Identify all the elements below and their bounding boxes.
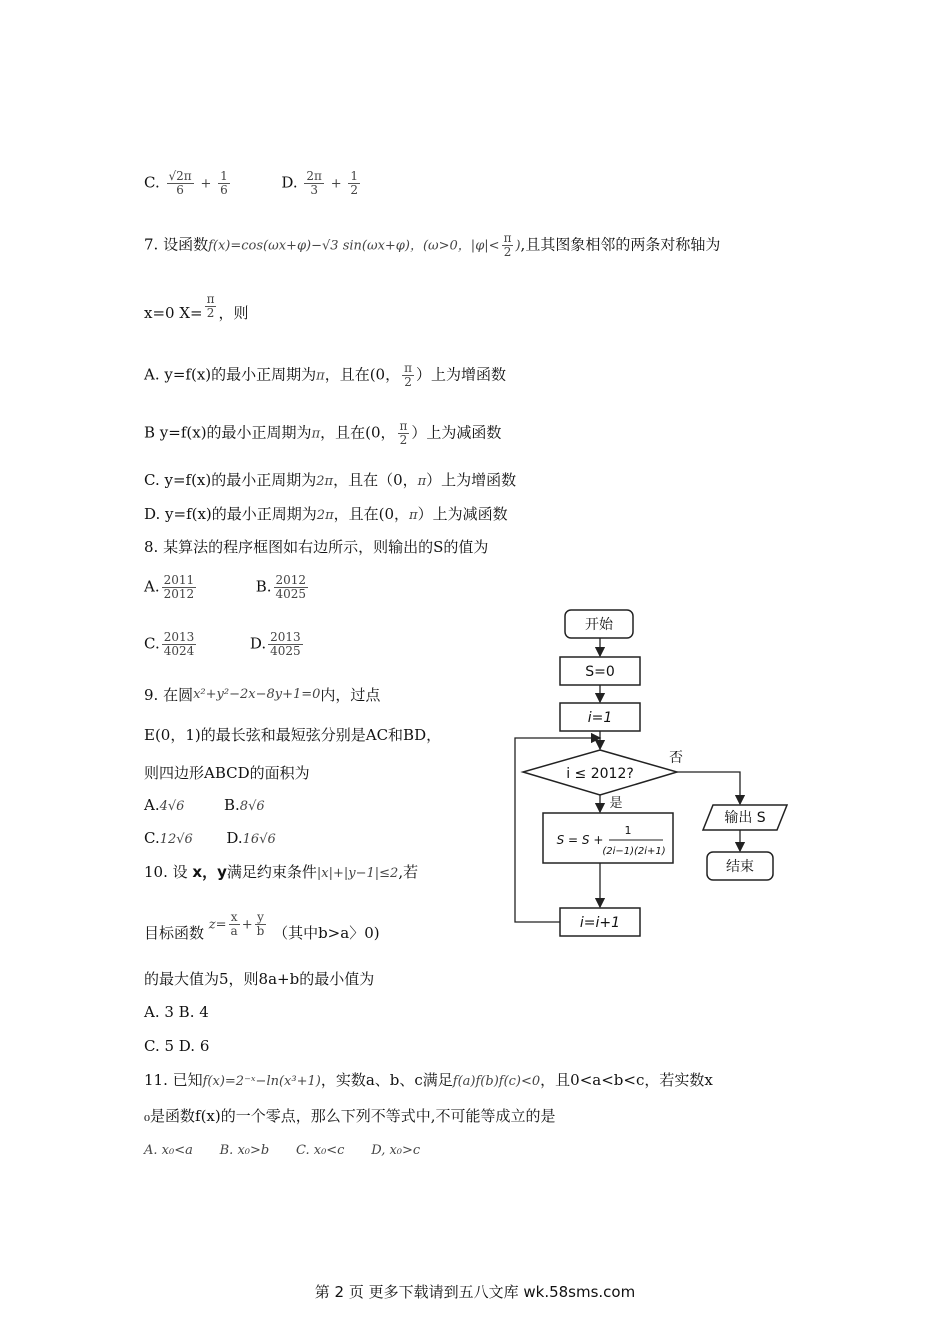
q11-stem: 11. 已知f(x)=2⁻ˣ−ln(x³+1)，实数a、b、c满足f(a)f(b)f(c)<0，且0<a<b<c，若实数x: [144, 1071, 713, 1089]
flow-inc: i=i+1: [579, 915, 621, 931]
q9-line3: 则四边形ABCD的面积为: [144, 764, 310, 782]
flowchart: [505, 600, 795, 945]
q7-stem: 7. 设函数f(x)=cos(ωx+φ)−√3 sin(ωx+φ)，(ω>0，|φ|< $\frac{\pi}{2}$ ),且其图象相邻的两条对称轴为: [144, 231, 721, 259]
q9-options-cd: C.12√6 D.16√6: [144, 829, 276, 847]
q10-line3: 的最大值为5，则8a+b的最小值为: [144, 970, 375, 988]
q10-objective: 目标函数 z= $\frac{x}{a}$ + $\frac{y}{b}$ （其中b>a〉0): [144, 910, 380, 942]
flow-end: 结束: [726, 859, 754, 875]
q9-options-ab: A.4√6 B.8√6: [144, 796, 265, 814]
q7-option-b: B y=f(x)的最小正周期为π，且在(0， $\frac{\pi}{2}$ ）上为减函数: [144, 419, 502, 447]
flow-yes: 是: [609, 796, 623, 811]
q8-options-ab: A. $\frac{2011}{2012}$ B. $\frac{2012}{4025}$: [144, 573, 307, 601]
q9-line2: E(0，1)的最长弦和最短弦分别是AC和BD，: [144, 726, 442, 744]
q10-options-ab: A. 3 B. 4: [144, 1003, 209, 1021]
q6-c-frac1: $\frac{√2\pi}{6}$: [168, 169, 192, 197]
flow-i1: i=1: [587, 710, 613, 726]
q7-axes: x=0 X= $\frac{\pi}{2}$ ，则: [144, 292, 249, 322]
q11-options: A. x₀<a B. x₀>b C. x₀<c D, x₀>c: [144, 1143, 421, 1158]
flow-assign-den: (2i−1)(2i+1): [602, 846, 666, 857]
flow-output: 输出 S: [724, 810, 766, 826]
q10-stem: 10. 设 x，y满足约束条件|x|+|y−1|≤2,若: [144, 863, 419, 881]
page-footer: 第 2 页 更多下载请到五八文库 wk.58sms.com: [314, 1283, 636, 1301]
q7-option-c: C. y=f(x)的最小正周期为2π，且在（0，π）上为增函数: [144, 471, 517, 489]
q6-d-frac1: $\frac{2\pi}{3}$: [306, 169, 322, 197]
q10-options-cd: C. 5 D. 6: [144, 1037, 210, 1055]
q7-option-d: D. y=f(x)的最小正周期为2π，且在(0，π）上为减函数: [144, 505, 508, 523]
q8-stem: 8. 某算法的程序框图如右边所示，则输出的S的值为: [144, 538, 489, 556]
flow-assign-lhs: S = S +: [556, 833, 604, 847]
q7-option-a: A. y=f(x)的最小正周期为π，且在(0， $\frac{\pi}{2}$ ）上为增函数: [144, 361, 506, 389]
q9-stem: 9. 在圆x²+y²−2x−8y+1=0内，过点: [144, 686, 381, 704]
q6-d-frac2: $\frac{1}{2}$: [350, 169, 359, 197]
flow-no: 否: [669, 750, 683, 766]
q11-line2: ₀是函数f(x)的一个零点，那么下列不等式中,不可能等成立的是: [144, 1107, 556, 1125]
q6-c-frac2: $\frac{1}{6}$: [220, 169, 228, 197]
flow-start: 开始: [585, 617, 613, 633]
flow-cond: i ≤ 2012?: [566, 766, 634, 782]
flow-s0: S=0: [585, 664, 615, 680]
q6-options: C. $\frac{√2\pi}{6}$ + $\frac{1}{6}$ D. $\frac{2\pi}{3}$ + $\frac{1}{2}$: [144, 169, 359, 197]
q8-options-cd: C. $\frac{2013}{4024}$ D. $\frac{2013}{4025}$: [144, 630, 301, 658]
flow-assign-num: 1: [624, 824, 632, 837]
